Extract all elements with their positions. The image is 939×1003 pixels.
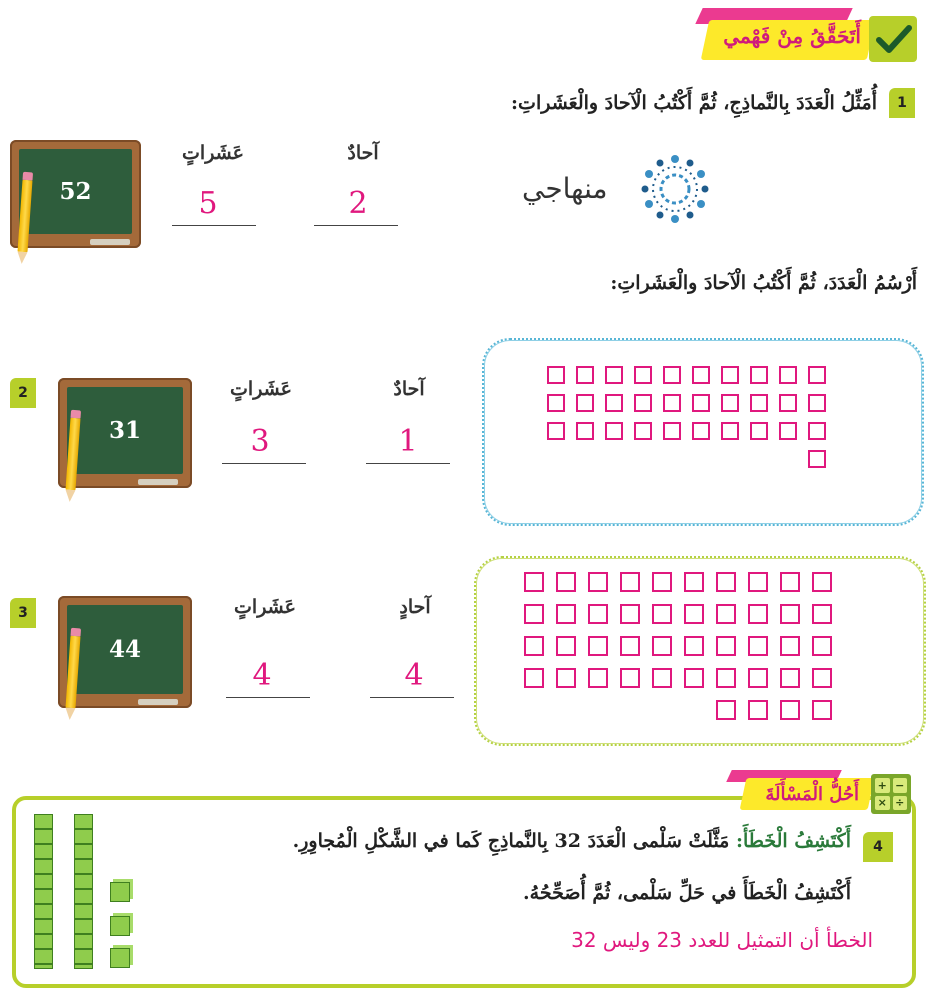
drawn-square: [812, 668, 832, 688]
drawn-square: [588, 668, 608, 688]
drawn-square: [750, 366, 768, 384]
chalk-tray: [90, 239, 130, 245]
drawn-square: [780, 604, 800, 624]
drawn-square: [812, 572, 832, 592]
drawn-square: [721, 394, 739, 412]
drawn-square: [663, 366, 681, 384]
tens-rod: [34, 814, 53, 969]
instruction-2: أَرْسُمُ الْعَدَدَ، ثُمَّ أَكْتُبُ الْآحادَ والْعَشَراتِ:: [610, 272, 917, 294]
drawn-square: [716, 572, 736, 592]
drawn-square: [547, 366, 565, 384]
drawn-square: [684, 668, 704, 688]
ones-label: آحادٌ: [393, 378, 425, 400]
answer-line: [370, 697, 454, 698]
drawn-square: [812, 636, 832, 656]
drawn-square: [605, 366, 623, 384]
chalkboard-2: [58, 378, 192, 488]
problem-section-title: أَحُلُّ الْمَسْأَلَةَ: [765, 784, 859, 805]
unit-cube: [110, 916, 130, 936]
drawn-square: [652, 572, 672, 592]
problem-line-1: [111, 830, 851, 852]
drawn-square: [750, 422, 768, 440]
ones-label: آحادٍ: [399, 596, 431, 618]
answer-line: [226, 697, 310, 698]
drawn-square: [716, 668, 736, 688]
drawn-square: [779, 394, 797, 412]
tens-label: عَشَراتٍ: [182, 142, 244, 164]
drawn-square: [716, 700, 736, 720]
drawn-square: [780, 700, 800, 720]
drawn-square: [808, 450, 826, 468]
manhaji-logo-icon: [636, 150, 714, 228]
drawn-square: [780, 636, 800, 656]
drawn-square: [748, 604, 768, 624]
drawn-square: [750, 394, 768, 412]
exercise-number: 3: [10, 598, 36, 628]
problem-line-2: أَكْتَشِفُ الْخَطَأَ في حَلِّ سَلْمى، ثُمَّ أُصَحِّحُهُ.: [523, 882, 851, 904]
answer-line: [366, 463, 450, 464]
section-title: أَتَحَقَّقُ مِنْ فَهْمي: [723, 24, 861, 48]
drawn-square: [779, 366, 797, 384]
drawn-square: [524, 636, 544, 656]
drawn-square: [684, 572, 704, 592]
drawn-square: [588, 604, 608, 624]
ones-answer[interactable]: 1: [398, 424, 418, 459]
drawn-square: [748, 668, 768, 688]
drawn-square: [605, 422, 623, 440]
ones-answer[interactable]: 2: [348, 186, 368, 221]
drawn-square: [556, 636, 576, 656]
drawn-square: [779, 422, 797, 440]
drawing-area-2[interactable]: [474, 556, 926, 746]
ones-label: آحادٌ: [347, 142, 379, 164]
chalk-tray: [138, 699, 178, 705]
tens-answer[interactable]: 4: [252, 658, 272, 693]
drawn-square: [808, 422, 826, 440]
drawn-square: [576, 422, 594, 440]
handwritten-answer[interactable]: الخطأ أن التمثيل للعدد 23 وليس 32: [571, 928, 873, 952]
drawn-square: [524, 604, 544, 624]
tens-label: عَشَراتٍ: [234, 596, 296, 618]
drawn-square: [663, 394, 681, 412]
drawn-square: [556, 572, 576, 592]
chalkboard-value: 44: [67, 605, 183, 694]
drawn-square: [716, 636, 736, 656]
drawn-square: [721, 422, 739, 440]
drawn-square: [721, 366, 739, 384]
unit-cube: [110, 882, 130, 902]
drawn-square: [620, 572, 640, 592]
chalk-tray: [138, 479, 178, 485]
drawn-square: [812, 604, 832, 624]
drawn-square: [780, 668, 800, 688]
drawn-square: [588, 572, 608, 592]
drawing-area-1[interactable]: [482, 338, 924, 526]
drawn-square: [576, 394, 594, 412]
tens-answer[interactable]: 5: [198, 186, 218, 221]
exercise-number: 4: [863, 832, 893, 862]
drawn-square: [634, 394, 652, 412]
chalkboard-value: 52: [19, 149, 132, 234]
drawn-square: [652, 604, 672, 624]
drawn-square: [780, 572, 800, 592]
math-operations-icon: + − × ÷: [871, 774, 911, 814]
drawn-square: [748, 572, 768, 592]
drawn-square: [634, 366, 652, 384]
drawn-square: [524, 668, 544, 688]
drawn-square: [692, 394, 710, 412]
problem-heading: أَكْتَشِفُ الْخَطَأَ:: [735, 830, 851, 852]
chalkboard-1: [10, 140, 141, 248]
drawn-square: [547, 422, 565, 440]
drawn-square: [663, 422, 681, 440]
problem-text: مَثَّلَتْ سَلْمى الْعَدَدَ 32 بِالنَّماذِجِ كَما في الشَّكْلِ الْمُجاوِرِ.: [292, 830, 730, 852]
answer-line: [222, 463, 306, 464]
chalkboard-value: 31: [67, 387, 183, 474]
drawn-square: [620, 604, 640, 624]
squares-grid: [524, 572, 832, 720]
exercise-number: 2: [10, 378, 36, 408]
drawn-square: [620, 636, 640, 656]
tens-answer[interactable]: 3: [250, 424, 270, 459]
drawn-square: [748, 636, 768, 656]
drawn-square: [808, 366, 826, 384]
chalkboard-3: [58, 596, 192, 708]
tens-rod: [74, 814, 93, 969]
drawn-square: [524, 572, 544, 592]
drawn-square: [692, 422, 710, 440]
drawn-square: [605, 394, 623, 412]
drawn-square: [684, 604, 704, 624]
drawn-square: [808, 394, 826, 412]
drawn-square: [556, 668, 576, 688]
unit-cube: [110, 948, 130, 968]
squares-grid: [547, 366, 826, 468]
drawn-square: [652, 636, 672, 656]
drawn-square: [692, 366, 710, 384]
drawn-square: [748, 700, 768, 720]
drawn-square: [716, 604, 736, 624]
drawn-square: [547, 394, 565, 412]
drawn-square: [576, 366, 594, 384]
drawn-square: [652, 668, 672, 688]
answer-line: [172, 225, 256, 226]
tens-label: عَشَراتٍ: [230, 378, 292, 400]
drawn-square: [556, 604, 576, 624]
instruction-1: أُمَثِّلُ الْعَدَدَ بِالنَّماذِجِ، ثُمَّ أَكْتُبُ الْآحادَ والْعَشَراتِ:: [511, 92, 877, 114]
drawn-square: [684, 636, 704, 656]
ones-answer[interactable]: 4: [404, 658, 424, 693]
answer-line: [314, 225, 398, 226]
drawn-square: [588, 636, 608, 656]
exercise-number: 1: [889, 88, 915, 118]
drawn-square: [812, 700, 832, 720]
drawn-square: [634, 422, 652, 440]
drawn-square: [620, 668, 640, 688]
logo-text: منهاجي: [522, 172, 608, 205]
check-icon: [869, 16, 917, 62]
